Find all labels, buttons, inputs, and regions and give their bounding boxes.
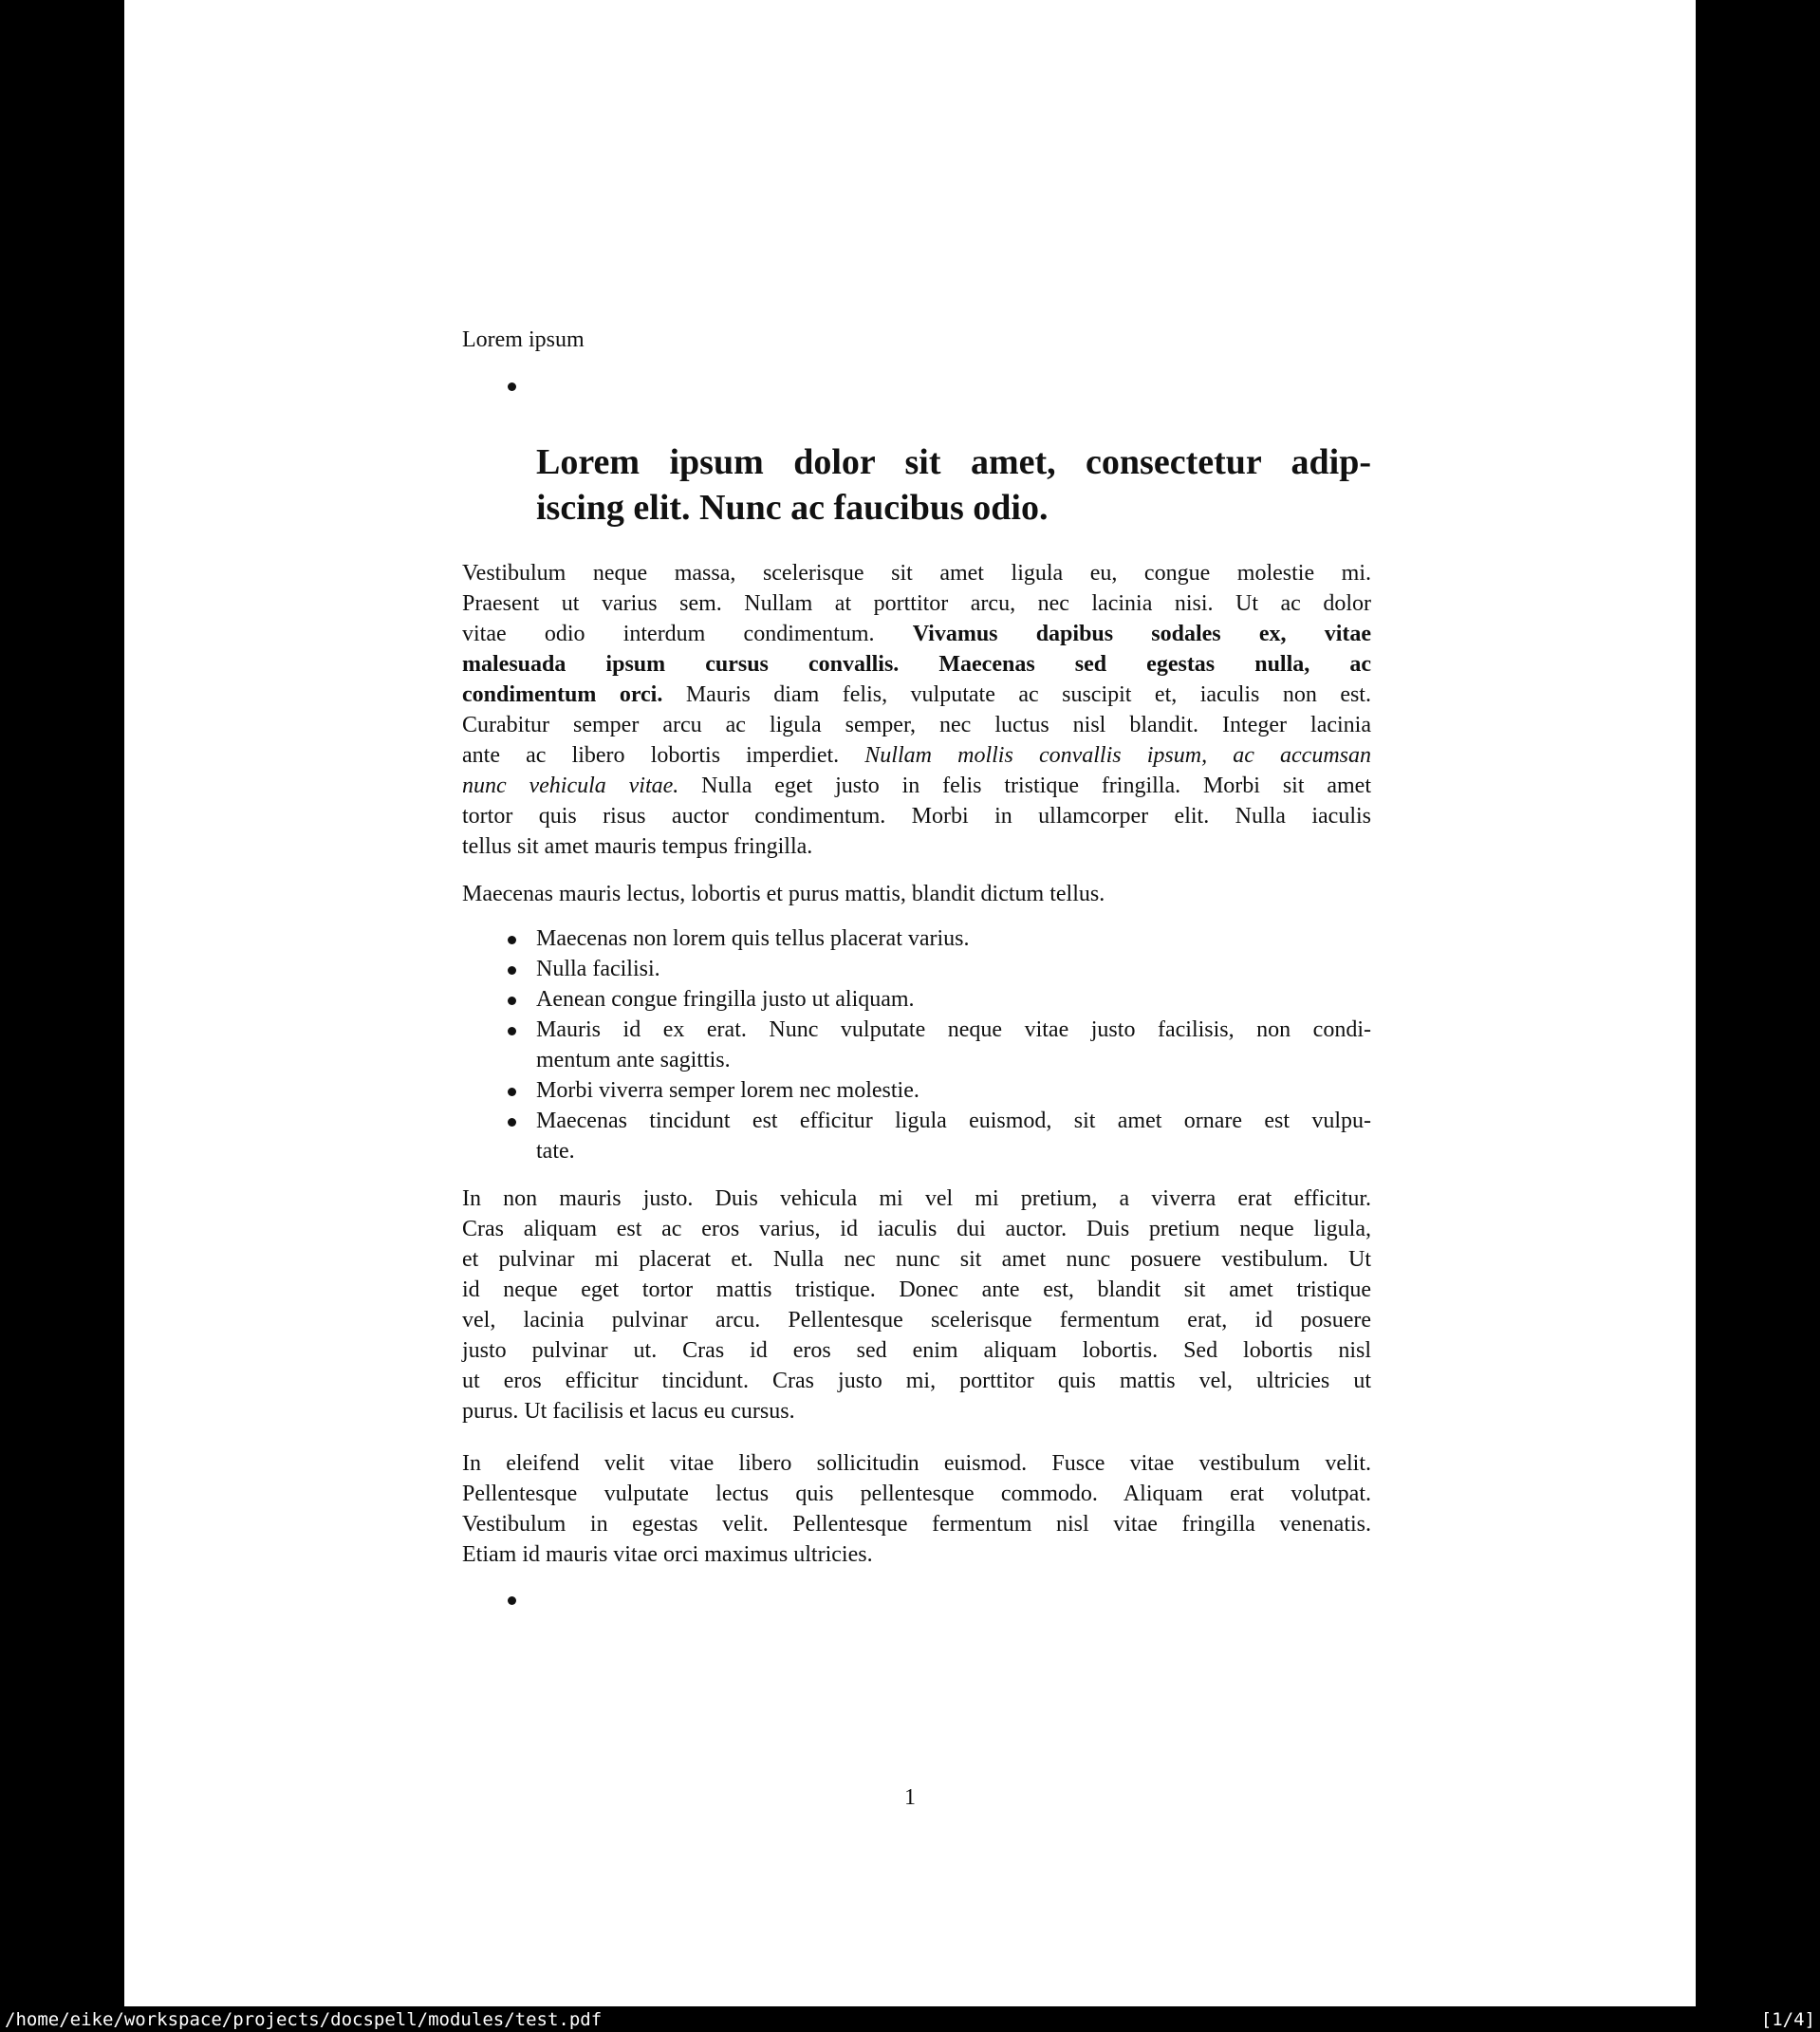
bullet-icon bbox=[508, 1027, 516, 1035]
bullet-list bbox=[536, 923, 1371, 1166]
text-line: et pulvinar mi placerat et. Nulla nec nunc sit amet nunc posuere vestibulum. Ut bbox=[462, 1247, 1371, 1272]
text-line: tate. bbox=[536, 1139, 575, 1164]
text-line: Maecenas non lorem quis tellus placerat varius. bbox=[536, 926, 970, 951]
text-line: mentum ante sagittis. bbox=[536, 1048, 731, 1072]
text-line: Vestibulum in egestas velit. Pellentesque fermentum nisl vitae fringilla venenatis. bbox=[462, 1512, 1371, 1537]
bullet-icon bbox=[508, 966, 516, 975]
text-line: Etiam id mauris vitae orci maximus ultricies. bbox=[462, 1542, 873, 1567]
text-line: Maecenas tincidunt est efficitur ligula euismod, sit amet ornare est vulpu- bbox=[536, 1109, 1371, 1133]
text-line: ante ac libero lobortis imperdiet. Nullam mollis convallis ipsum, ac accumsan bbox=[462, 743, 1372, 768]
list-item bbox=[536, 923, 1371, 954]
text-line: id neque eget tortor mattis tristique. Donec ante est, blandit sit amet tristique bbox=[462, 1277, 1371, 1302]
text-line: In eleifend velit vitae libero sollicitudin euismod. Fusce vitae vestibulum velit. bbox=[462, 1451, 1371, 1476]
page-number: 1 bbox=[904, 1785, 916, 1810]
bullet-icon bbox=[508, 1596, 516, 1605]
pdf-page bbox=[124, 0, 1696, 2006]
bullet-icon bbox=[508, 997, 516, 1005]
list-item bbox=[536, 984, 1371, 1015]
text-line: Maecenas mauris lectus, lobortis et purus mattis, blandit dictum tellus. bbox=[462, 882, 1105, 906]
bullet-icon bbox=[508, 936, 516, 944]
lede-paragraph: Lorem ipsum bbox=[462, 327, 585, 352]
text-line: Morbi viverra semper lorem nec molestie. bbox=[536, 1078, 919, 1103]
list-item bbox=[536, 370, 1371, 401]
intro-bullet-list bbox=[536, 370, 1371, 401]
text-line: malesuada ipsum cursus convallis. Maecenas sed egestas nulla, ac bbox=[462, 652, 1371, 677]
text-line: nunc vehicula vitae. Nulla eget justo in felis tristique fringilla. Morbi sit amet bbox=[462, 774, 1371, 798]
text-line: Pellentesque vulputate lectus quis pellentesque commodo. Aliquam erat volutpat. bbox=[462, 1482, 1371, 1506]
text-line: iscing elit. Nunc ac faucibus odio. bbox=[536, 488, 1049, 528]
paragraph-3 bbox=[462, 1184, 1371, 1426]
text-line: Mauris id ex erat. Nunc vulputate neque vitae justo facilisis, non condi- bbox=[536, 1017, 1371, 1042]
outro-bullet-list bbox=[536, 1584, 1371, 1614]
text-line: In non mauris justo. Duis vehicula mi vel mi pretium, a viverra erat efficitur. bbox=[462, 1186, 1371, 1211]
text-line: Aenean congue fringilla justo ut aliquam. bbox=[536, 987, 915, 1012]
text-line: Curabitur semper arcu ac ligula semper, nec luctus nisl blandit. Integer lacinia bbox=[462, 713, 1371, 737]
bullet-icon bbox=[508, 1088, 516, 1096]
bullet-icon bbox=[508, 1118, 516, 1127]
text-line: ut eros efficitur tincidunt. Cras justo mi, porttitor quis mattis vel, ultricies ut bbox=[462, 1369, 1371, 1393]
paragraph-1 bbox=[462, 558, 1371, 862]
text-line: Cras aliquam est ac eros varius, id iaculis dui auctor. Duis pretium neque ligula, bbox=[462, 1217, 1371, 1241]
paragraph-4 bbox=[462, 1448, 1371, 1570]
list-item bbox=[536, 1015, 1371, 1075]
text-line: condimentum orci. Mauris diam felis, vulputate ac suscipit et, iaculis non est. bbox=[462, 682, 1371, 707]
list-item bbox=[536, 1584, 1371, 1614]
text-line: Praesent ut varius sem. Nullam at porttitor arcu, nec lacinia nisi. Ut ac dolor bbox=[462, 591, 1371, 616]
bullet-icon bbox=[508, 382, 516, 391]
file-path: /home/eike/workspace/projects/docspell/modules/test.pdf bbox=[5, 2008, 603, 2030]
text-line: vel, lacinia pulvinar arcu. Pellentesque scelerisque fermentum erat, id posuere bbox=[462, 1308, 1371, 1333]
text-line: justo pulvinar ut. Cras id eros sed enim aliquam lobortis. Sed lobortis nisl bbox=[462, 1338, 1371, 1363]
status-bar bbox=[0, 2006, 1820, 2032]
text-line: Lorem ipsum dolor sit amet, consectetur adip- bbox=[536, 442, 1371, 482]
list-item bbox=[536, 954, 1371, 984]
text-line: tellus sit amet mauris tempus fringilla. bbox=[462, 834, 813, 859]
page-indicator: [1/4] bbox=[1760, 2008, 1815, 2030]
text-line: purus. Ut facilisis et lacus eu cursus. bbox=[462, 1399, 795, 1424]
section-heading bbox=[536, 439, 1371, 531]
text-line: vitae odio interdum condimentum. Vivamus dapibus sodales ex, vitae bbox=[462, 622, 1371, 646]
text-line: tortor quis risus auctor condimentum. Morbi in ullamcorper elit. Nulla iaculis bbox=[462, 804, 1371, 829]
text-line: Vestibulum neque massa, scelerisque sit amet ligula eu, congue molestie mi. bbox=[462, 561, 1371, 586]
list-item bbox=[536, 1075, 1371, 1106]
text-line: Nulla facilisi. bbox=[536, 957, 660, 981]
paragraph-2 bbox=[462, 879, 1371, 909]
list-item bbox=[536, 1106, 1371, 1166]
